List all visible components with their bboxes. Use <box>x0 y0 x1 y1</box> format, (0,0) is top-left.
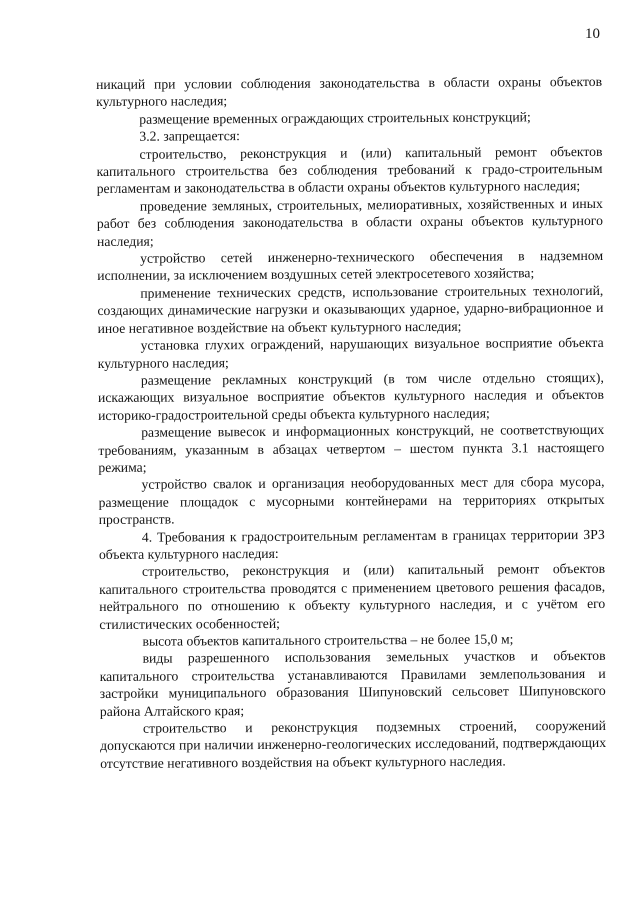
paragraph: строительство, реконструкция и (или) капитальный ремонт объектов капитального строительства без соблюдения требований к градо-строительным регламентам и законодательства в области охраны объектов культурного наследия; <box>96 143 603 197</box>
paragraph: размещение вывесок и информационных конструкций, не соответствующих требованиям, указанным в абзацах четвертом – шестом пункта 3.1 настоящего режима; <box>98 422 605 475</box>
paragraph: строительство, реконструкция и (или) капитальный ремонт объектов капитального строительства проводятся с применением цветового решения фасадов, нейтрального по отношению к объекту культурного наследия, и с учётом его стилистических особенностей; <box>99 561 606 632</box>
page-number: 10 <box>585 26 600 42</box>
paragraph: устройство свалок и организация необорудованных мест для сбора мусора, размещение площадок с мусорными контейнерами на территориях открытых пространств. <box>98 474 605 528</box>
paragraph: виды разрешенного использования земельных участков и объектов капитального строительства устанавливаются Правилами землепользования и застройки муниципального образования Шипуновский сельсовет Шипуновского района Алтайского края; <box>99 648 606 719</box>
paragraph: установка глухих ограждений, нарушающих визуальное восприятие объекта культурного наследия; <box>97 334 604 371</box>
paragraph: размещение временных ограждающих строительных конструкций; <box>139 109 531 127</box>
paragraph: строительство и реконструкция подземных строений, сооружений допускаются при наличии инженерно-геологических исследований, подтверждающих отсутствие негативного воздействия на объект культурного наследия. <box>100 717 607 771</box>
section-heading-3-2: 3.2. запрещается: <box>139 128 240 144</box>
section-heading-4: 4. Требования к градостроительным регламентам в границах территории ЗРЗ объекта культурного наследия: <box>98 526 605 562</box>
paragraph: размещение рекламных конструкций (в том числе отдельно стоящих), искажающих визуальное восприятие объектов культурного наследия и объектов историко-градостроительной среды объекта культурного наследия; <box>97 369 605 423</box>
paragraph: высота объектов капитального строительства – не более 15,0 м; <box>142 631 514 649</box>
paragraph: проведение земляных, строительных, мелиоративных, хозяйственных и иных работ без соблюдения законодательства в области охраны объектов культурного наследия; <box>96 195 603 249</box>
paragraph-continuation: никаций при условии соблюдения законодательства в области охраны объектов культурного наследия; <box>96 73 603 110</box>
paragraph: применение технических средств, использование строительных технологий, создающих динамические нагрузки и оказывающих ударное, ударно-вибрационное и иное негативное воздействие на объект культурного наследия; <box>97 282 604 336</box>
document-body <box>96 73 606 772</box>
paragraph: устройство сетей инженерно-технического обеспечения в надземном исполнении, за исключением воздушных сетей электросетевого хозяйства; <box>97 247 604 284</box>
